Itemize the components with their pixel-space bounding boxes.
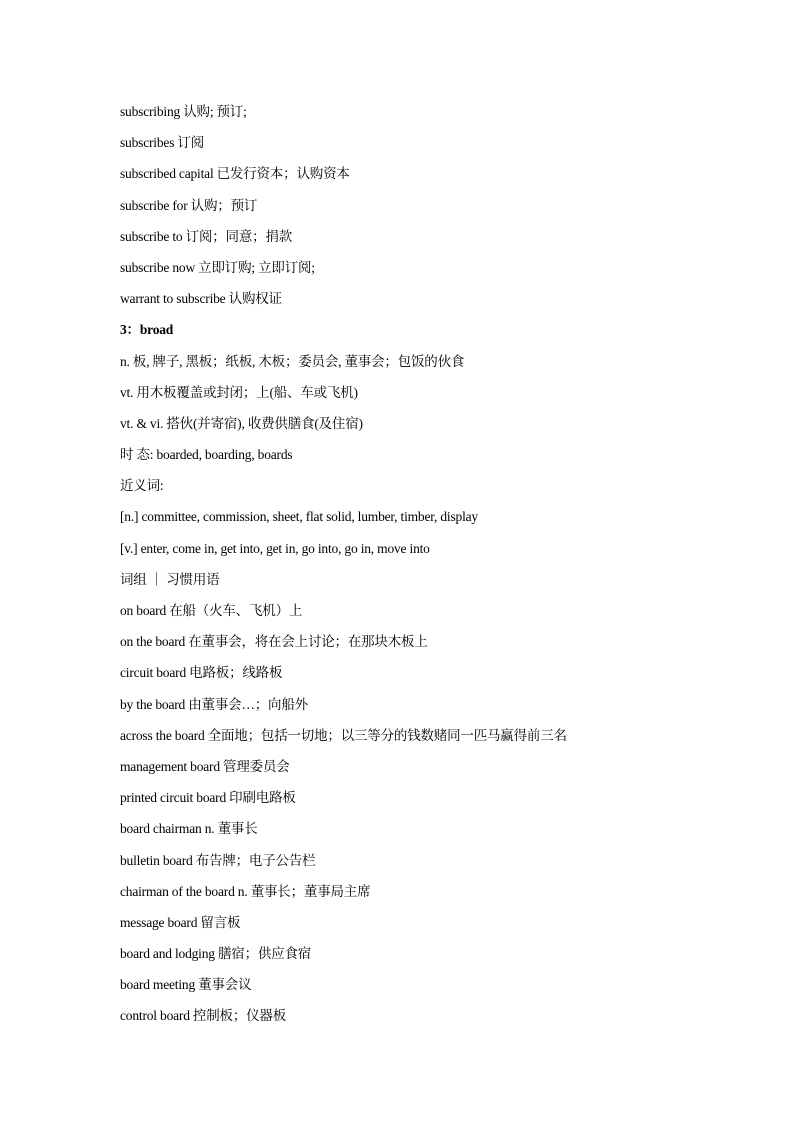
verb-tenses: 时 态: boarded, boarding, boards [120, 447, 293, 463]
definition-transitive-verb: vt. 用木板覆盖或封闭；上(船、车或飞机) [120, 384, 358, 400]
entry-subscribe-for: subscribe for 认购；预订 [120, 197, 258, 213]
phrase-control-board: control board 控制板；仪器板 [120, 1008, 287, 1024]
phrase-on-the-board: on the board 在董事会，将在会上讨论；在那块木板上 [120, 634, 428, 650]
definition-noun: n. 板, 牌子, 黑板；纸板, 木板；委员会, 董事会；包饭的伙食 [120, 353, 465, 369]
section-heading-broad: 3：broad [120, 322, 174, 338]
synonyms-verb: [v.] enter, come in, get into, get in, go into, go in, move into [120, 540, 430, 556]
entry-subscribed-capital: subscribed capital 已发行资本；认购资本 [120, 166, 350, 182]
phrase-across-the-board: across the board 全面地；包括一切地；以三等分的钱数赌同一匹马赢得前三名 [120, 727, 567, 743]
phrases-heading: 词组 ｜ 习惯用语 [120, 571, 220, 587]
phrase-bulletin-board: bulletin board 布告牌；电子公告栏 [120, 852, 316, 868]
phrase-circuit-board: circuit board 电路板；线路板 [120, 665, 283, 681]
synonyms-heading: 近义词: [120, 478, 164, 494]
definition-verb: vt. & vi. 搭伙(并寄宿), 收费供膳食(及住宿) [120, 415, 363, 431]
entry-list [120, 102, 740, 1038]
phrase-message-board: message board 留言板 [120, 914, 241, 930]
synonyms-noun: [n.] committee, commission, sheet, flat solid, lumber, timber, display [120, 509, 478, 525]
entry-subscribing: subscribing 认购; 预订; [120, 104, 247, 119]
phrase-by-the-board: by the board 由董事会…；向船外 [120, 696, 308, 712]
phrase-board-chairman: board chairman n. 董事长 [120, 821, 258, 837]
phrase-on-board: on board 在船（火车、飞机）上 [120, 603, 303, 618]
entry-subscribe-to: subscribe to 订阅；同意；捐款 [120, 228, 293, 244]
entry-subscribes: subscribes 订阅 [120, 135, 205, 151]
phrase-chairman-of-the-board: chairman of the board n. 董事长；董事局主席 [120, 883, 371, 899]
entry-warrant-to-subscribe: warrant to subscribe 认购权证 [120, 291, 282, 307]
entry-subscribe-now: subscribe now 立即订购; 立即订阅; [120, 259, 315, 275]
phrase-management-board: management board 管理委员会 [120, 758, 290, 774]
phrase-board-meeting: board meeting 董事会议 [120, 977, 252, 993]
phrase-printed-circuit-board: printed circuit board 印刷电路板 [120, 790, 296, 806]
phrase-board-and-lodging: board and lodging 膳宿；供应食宿 [120, 946, 312, 962]
